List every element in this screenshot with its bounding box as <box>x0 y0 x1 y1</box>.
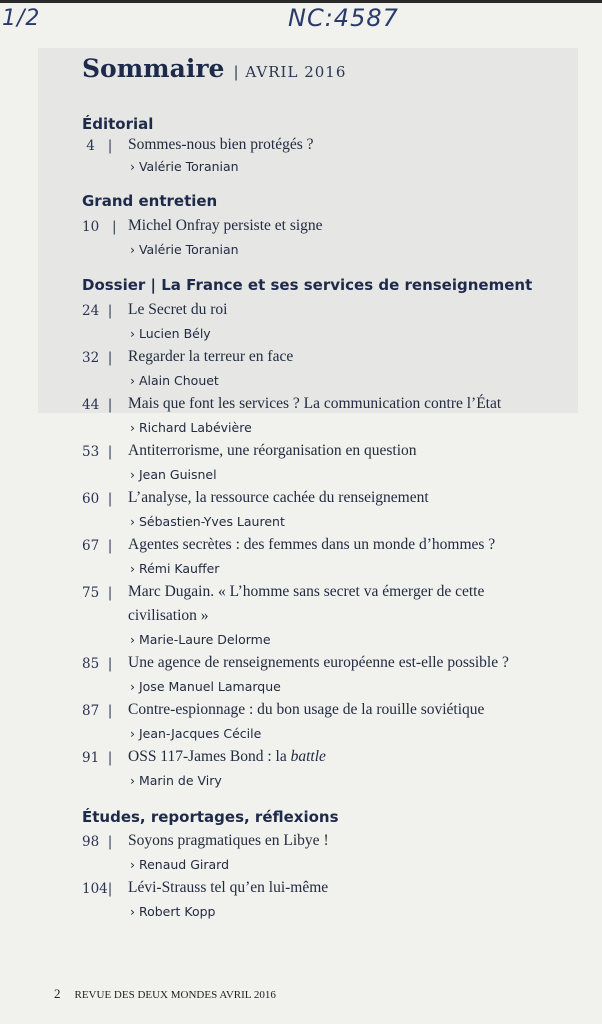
entry-author: › Sébastien-Yves Laurent <box>130 514 285 529</box>
entry-title: Regarder la terreur en face <box>128 348 294 365</box>
entry-page: 4 | <box>86 138 113 154</box>
section-heading: Grand entretien <box>82 192 218 210</box>
entry-author: › Valérie Toranian <box>130 159 239 174</box>
entry-page: 10 | <box>82 219 117 235</box>
entry-author: › Jose Manuel Lamarque <box>130 679 281 694</box>
entry-page: 91 | <box>82 750 113 766</box>
section-heading: Éditorial <box>82 115 154 133</box>
entry-page: 44 | <box>82 397 113 413</box>
top-border <box>0 0 602 3</box>
issue-date: | AVRIL 2016 <box>233 63 347 81</box>
section-heading: Dossier | La France et ses services de renseignement <box>82 276 533 294</box>
page-footer <box>54 986 276 1002</box>
entry-title-italic: battle <box>290 748 326 765</box>
entry-title-continued: civilisation » <box>128 607 209 624</box>
entry-author: › Alain Chouet <box>130 373 219 388</box>
entry-title: Marc Dugain. « L’homme sans secret va émerger de cette <box>128 583 485 600</box>
entry-title: Une agence de renseignements européenne est-elle possible ? <box>128 654 509 671</box>
entry-author: › Marie-Laure Delorme <box>130 632 271 647</box>
entry-author: › Jean-Jacques Cécile <box>130 726 262 741</box>
entry-title: Sommes-nous bien protégés ? <box>128 136 314 153</box>
entry-page: 98 | <box>82 834 113 850</box>
handwritten-note-left: 1/2 <box>2 6 41 31</box>
page-title-row <box>82 54 346 83</box>
entry-title: Agentes secrètes : des femmes dans un monde d’hommes ? <box>128 536 496 553</box>
entry-author: › Jean Guisnel <box>130 467 217 482</box>
entry-page: 67 | <box>82 538 113 554</box>
page-title: Sommaire <box>82 54 225 83</box>
entry-page: 75 | <box>82 585 113 601</box>
entry-author: › Robert Kopp <box>130 904 216 919</box>
entry-title: Lévi-Strauss tel qu’en lui-même <box>128 879 329 896</box>
footer-page-number: 2 <box>54 986 61 1001</box>
entry-title: Antiterrorisme, une réorganisation en question <box>128 442 417 459</box>
entry-author: › Lucien Bély <box>130 326 211 341</box>
entry-page: 87 | <box>82 703 113 719</box>
entry-title: Mais que font les services ? La communication contre l’État <box>128 395 502 412</box>
entry-title: Soyons pragmatiques en Libye ! <box>128 832 329 849</box>
handwritten-note-right: NC:4587 <box>288 4 399 32</box>
entry-page: 53 | <box>82 444 113 460</box>
entry-page: 32 | <box>82 350 113 366</box>
entry-author: › Marin de Viry <box>130 773 222 788</box>
entry-title: Le Secret du roi <box>128 301 228 318</box>
entry-page: 85 | <box>82 656 113 672</box>
entry-page: 104| <box>82 881 113 897</box>
entry-title: Contre-espionnage : du bon usage de la rouille soviétique <box>128 701 485 718</box>
entry-page: 60 | <box>82 491 113 507</box>
entry-page: 24 | <box>82 303 113 319</box>
entry-title: L’analyse, la ressource cachée du renseignement <box>128 489 429 506</box>
entry-author: › Renaud Girard <box>130 857 230 872</box>
entry-author: › Valérie Toranian <box>130 242 239 257</box>
entry-author: › Richard Labévière <box>130 420 252 435</box>
entry-title: Michel Onfray persiste et signe <box>128 217 323 234</box>
entry-title: OSS 117-James Bond : la battle <box>128 748 326 765</box>
entry-author: › Rémi Kauffer <box>130 561 220 576</box>
footer-text: REVUE DES DEUX MONDES AVRIL 2016 <box>74 989 276 1001</box>
section-heading: Études, reportages, réflexions <box>82 808 339 826</box>
